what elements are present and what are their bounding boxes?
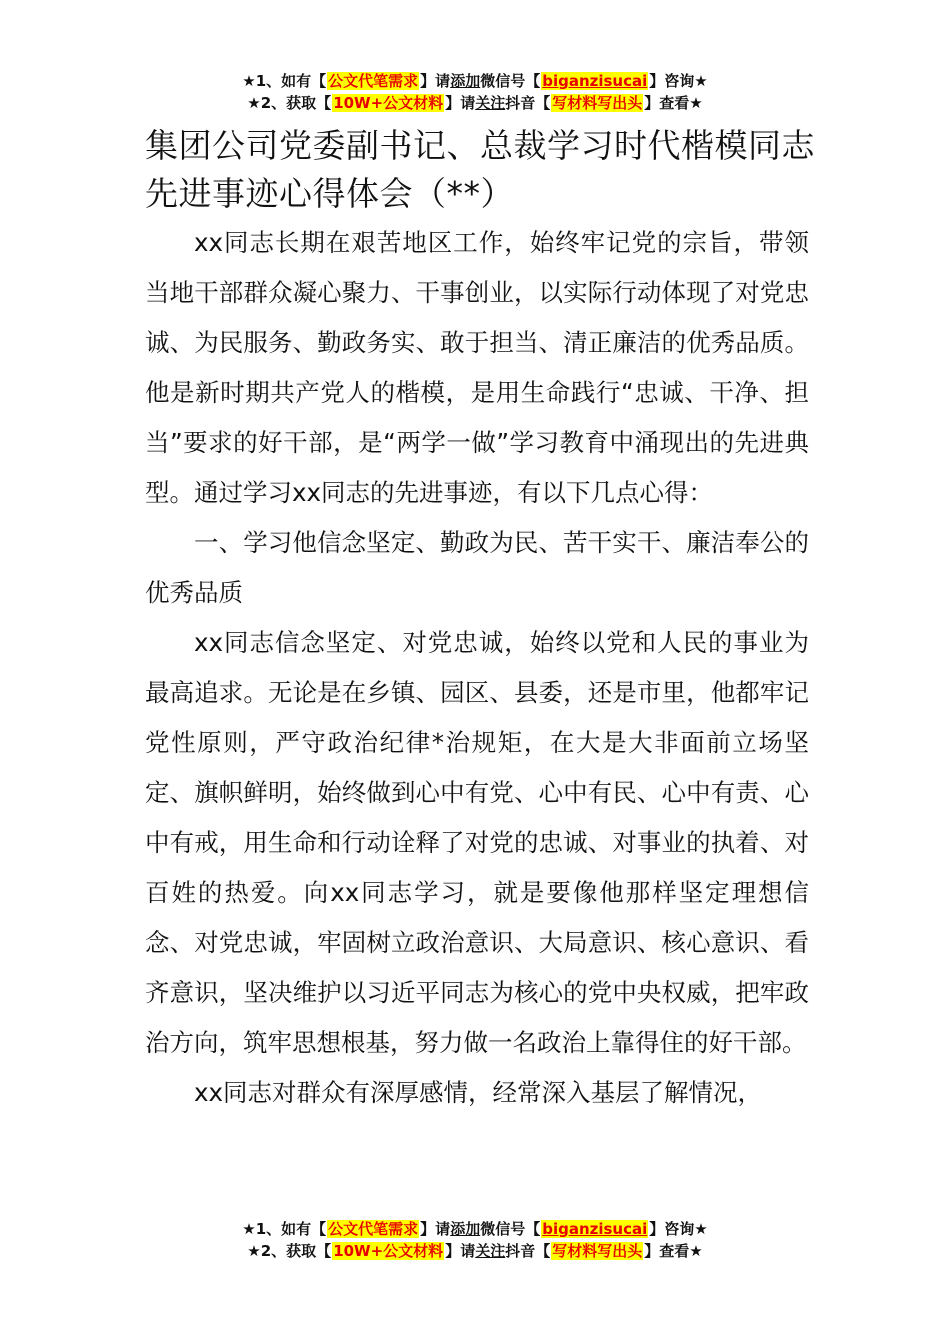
banner-text: ★2、获取【 [247,94,332,112]
paragraph-loyalty: xx同志信念坚定、对党忠诚，始终以党和人民的事业为最高追求。无论是在乡镇、园区、县委，还是市里，他都牢记党性原则，严守政治纪律*治规矩，在大是大非面前立场坚定、旗帜鲜明，始终做到心中有党、心中有民、心中有责、心中有戒，用生命和行动诠释了对党的忠诚、对事业的执着、对百姓的热爱。向xx同志学习，就是要像他那样坚定理想信念、对党忠诚，牢固树立政治意识、大局意识、核心意识、看齐意识，坚决维护以习近平同志为核心的党中央权威，把牢政治方向，筑牢思想根基，努力做一名政治上靠得住的好干部。 [145,628,809,1057]
bottom-banner [0,1218,950,1262]
wechat-id-link[interactable]: biganzisucai [542,72,648,90]
banner-text: 】请 [420,72,451,90]
section-heading-1: 一、学习他信念坚定、勤政为民、苦干实干、廉洁奉公的优秀品质 [145,528,809,607]
paragraph-intro: xx同志长期在艰苦地区工作，始终牢记党的宗旨，带领当地干部群众凝心聚力、干事创业，以实际行动体现了对党忠诚、为民服务、勤政务实、敢于担当、清正廉洁的优秀品质。他是新时期共产党人的楷模，是用生命践行“忠诚、干净、担当”要求的好干部，是“两学一做”学习教育中涌现出的先进典型。通过学习xx同志的先进事迹，有以下几点心得： [145,228,809,507]
highlight-materials: 10W+公文材料 [333,94,444,112]
banner-text: 】查看★ [644,1242,703,1260]
highlight-service: 公文代笔需求 [328,72,419,90]
wechat-id-link[interactable]: biganzisucai [542,1220,648,1238]
banner-underlined: 添加 [450,1220,481,1238]
banner-text: 微信号【 [480,1220,541,1238]
banner-text: 抖音【 [505,94,551,112]
banner-text: ★1、如有【 [242,72,327,90]
banner-text: 】请 [445,1242,476,1260]
banner-text: 】请 [420,1220,451,1238]
top-banner [0,70,950,114]
banner-underlined: 关注 [475,1242,506,1260]
paragraph-masses: xx同志对群众有深厚感情，经常深入基层了解情况， [194,1078,762,1107]
banner-text: 】咨询★ [649,72,708,90]
banner-underlined: 添加 [450,72,481,90]
highlight-service: 公文代笔需求 [328,1220,419,1238]
document-body [145,218,809,1118]
highlight-materials: 10W+公文材料 [333,1242,444,1260]
banner-text: 】请 [445,94,476,112]
banner-underlined: 关注 [475,94,506,112]
highlight-douyin: 写材料写出头 [552,1242,643,1260]
document-title: 集团公司党委副书记、总裁学习时代楷模同志先进事迹心得体会（**） [145,126,815,213]
banner-text: ★2、获取【 [247,1242,332,1260]
banner-text: 】咨询★ [649,1220,708,1238]
banner-line-2 [0,92,950,114]
banner-line-1 [0,1218,950,1240]
banner-line-2 [0,1240,950,1262]
banner-text: 微信号【 [480,72,541,90]
banner-line-1 [0,70,950,92]
banner-text: 】查看★ [644,94,703,112]
highlight-douyin: 写材料写出头 [552,94,643,112]
banner-text: ★1、如有【 [242,1220,327,1238]
banner-text: 抖音【 [505,1242,551,1260]
